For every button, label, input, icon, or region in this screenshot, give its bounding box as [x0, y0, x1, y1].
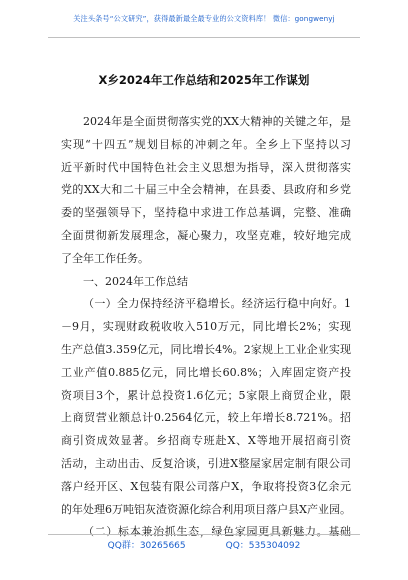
body-line: 商引资成效显著。乡招商专班赴X、X等地开展招商引资 — [61, 434, 351, 448]
body-line: 的年处理6万吨铝灰渣资源化综合利用项目落户县X产业园。 — [61, 502, 351, 516]
body-line: 生产总值3.359亿元，同比增长4%。2家规上工业企业实现 — [61, 342, 351, 356]
document-body — [61, 111, 351, 544]
document-title: X乡2024年工作总结和2025年工作谋划 — [98, 73, 310, 87]
body-line: 近平新时代中国特色社会主义思想为指导，深入贯彻落实 — [61, 160, 351, 174]
body-line: （一）全力保持经济平稳增长。经济运行稳中向好。1 — [83, 297, 351, 311]
footer-contact — [0, 538, 408, 551]
body-line: 活动，主动出击、反复洽谈，引进X整屋家居定制有限公司 — [61, 456, 351, 470]
body-line: 资项目3个，累计总投资1.6亿元；5家限上商贸企业，限 — [61, 388, 351, 402]
body-line: －9月，实现财政税收收入510万元，同比增长2%；实现 — [61, 320, 351, 334]
body-line: 了全年工作任务。 — [61, 251, 149, 265]
body-line: 实现“十四五”规划目标的冲刺之年。全乡上下坚持以习 — [61, 137, 351, 151]
section-heading: 一、2024年工作总结 — [83, 274, 188, 288]
body-line: 党的XX大和二十届三中全会精神，在县委、县政府和乡党 — [61, 183, 351, 197]
header-divider — [48, 37, 360, 38]
body-line: 工业产值0.885亿元，同比增长60.8%；入库固定资产投 — [61, 365, 351, 379]
body-line: 落户经开区、X包装有限公司落户X，争取将投资3亿余元 — [61, 479, 351, 493]
body-line: 上商贸营业额总计0.2564亿元，较上年增长8.721%。招 — [61, 411, 351, 425]
body-line: （二）标本兼治抓生态，绿色家园更具新魅力。基础 — [83, 525, 351, 539]
footer-qq-group: QQ群：30265665 — [107, 541, 186, 551]
header-banner: 关注头条号“公文研究”，获得最新最全最专业的公文资料库！ 微信：gongwenyj — [73, 14, 335, 23]
body-line: 全面贯彻新发展理念，凝心聚力，攻坚克难，较好地完成 — [61, 228, 351, 242]
body-line: 2024年是全面贯彻落实党的XX大精神的关键之年，是 — [83, 115, 351, 128]
body-line: 委的坚强领导下，坚持稳中求进工作总基调，完整、准确 — [61, 206, 351, 220]
footer-qq: QQ：535304092 — [225, 541, 301, 551]
footer-divider — [48, 534, 360, 535]
